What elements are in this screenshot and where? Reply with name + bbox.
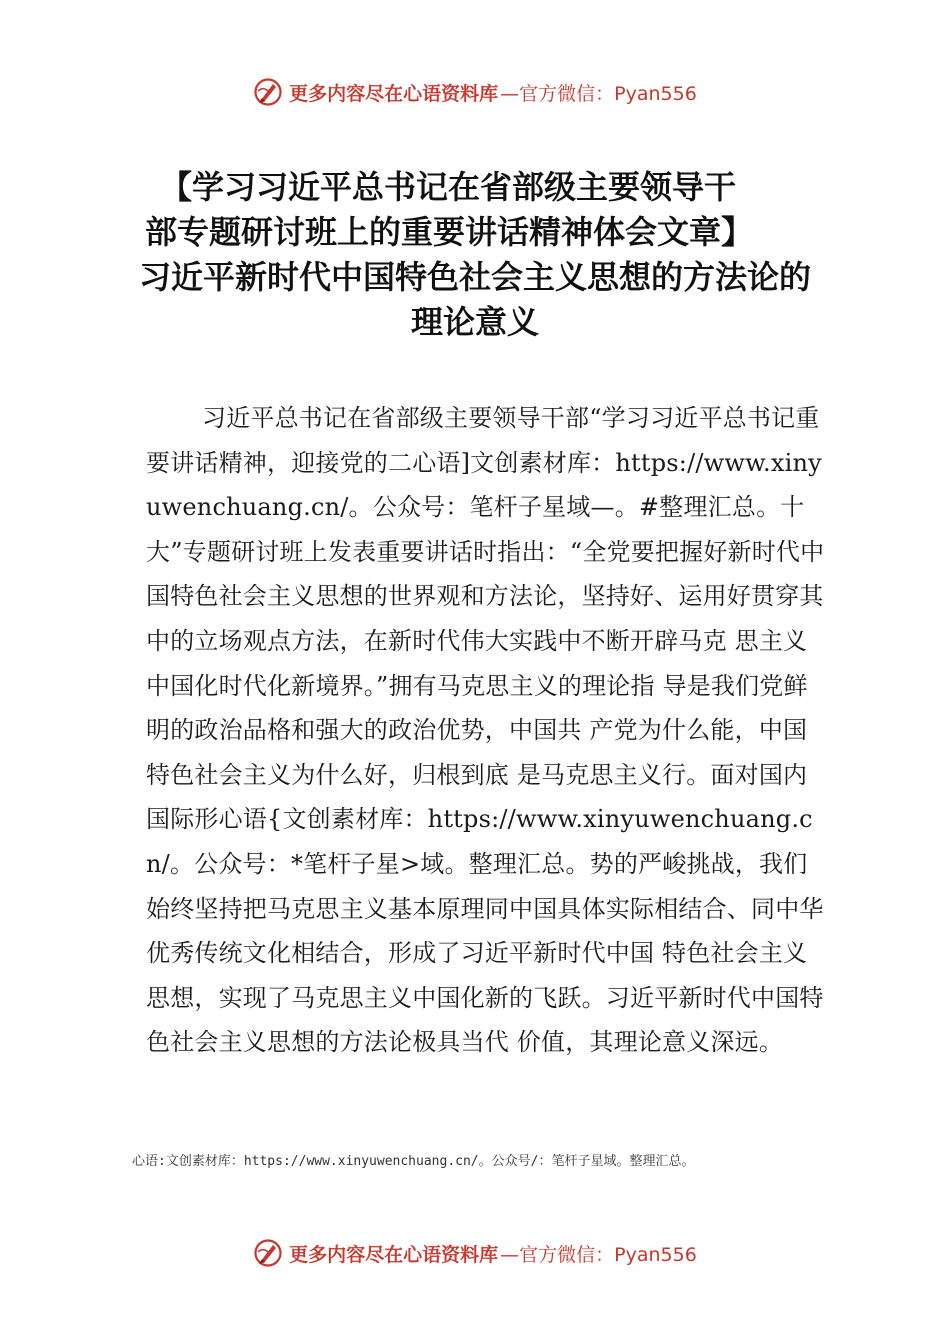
header-banner (0, 72, 950, 112)
source-footnote: 心语:文创素材库：https://www.xinyuwenchuang.cn/。公众号/：笔杆子星域。整理汇总。 (132, 1154, 695, 1169)
footer-banner (0, 1233, 950, 1273)
banner-wechat-text: —官方微信：Pyan556 (500, 1243, 697, 1266)
banner-main-text: 更多内容尽在心语资料库 (289, 1243, 499, 1266)
banner-wechat-text: —官方微信：Pyan556 (500, 82, 697, 105)
body-paragraph: 习近平总书记在省部级主要领导干部“学习习近平总书记重要讲话精神，迎接党的二心语]文创素材库：https://www.xinyuwenchuang.cn/。公众号：笔杆子星域—。#整理汇总。十大”专题研讨班上发表重要讲话时指出：“全党要把握好新时代中国特色社会主义思想的世界观和方法论，坚持好、运用好贯穿其 中的立场观点方法，在新时代伟大实践中不断开辟马克 思主义中国化时代化新境界。”拥有马克思主义的理论指 导是我们党鲜明的政治品格和强大的政治优势，中国共 产党为什么能，中国特色社会主义为什么好，归根到底 是马克思主义行。面对国内国际形心语{文创素材库：https://www.xinyuwenchuang.cn/。公众号：*笔杆子星>域。整理汇总。势的严峻挑战，我们 始终坚持把马克思主义基本原理同中国具体实际相结合、同中华优秀传统文化相结合，形成了习近平新时代中国 特色社会主义思想，实现了马克思主义中国化新的飞跃。习近平新时代中国特色社会主义思想的方法论极具当代 价值，其理论意义深远。 (146, 404, 825, 1057)
pen-nib-logo-icon (253, 1238, 283, 1268)
title-line-1: 【学习习近平总书记在省部级主要领导干 (160, 168, 737, 206)
banner-main-text: 更多内容尽在心语资料库 (289, 82, 499, 105)
document-title (130, 165, 820, 345)
title-line-3: 习近平新时代中国特色社会主义思想的方法论的理论意义 (138, 258, 811, 341)
pen-nib-logo-icon (253, 77, 283, 107)
title-line-2: 部专题研讨班上的重要讲话精神体会文章】 (145, 213, 754, 251)
